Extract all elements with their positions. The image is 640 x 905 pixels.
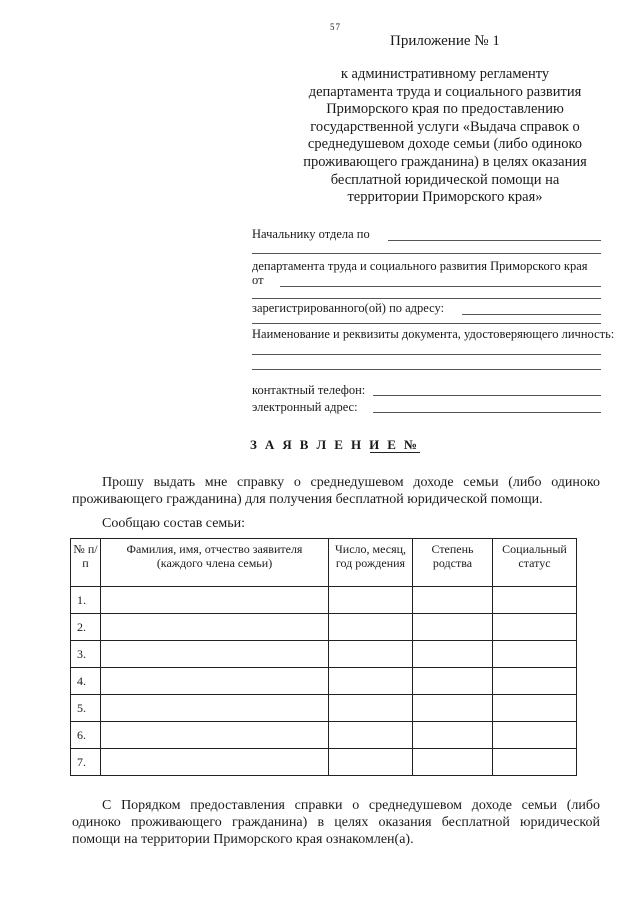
statement-heading: З А Я В Л Е Н И Е № — [250, 437, 420, 452]
social-status-cell[interactable] — [493, 641, 577, 668]
address-line-2[interactable] — [252, 323, 601, 324]
full-name-cell[interactable] — [101, 695, 329, 722]
column-header-relationship: Степень родства — [413, 539, 493, 587]
head-of-department-label: Начальнику отдела по — [252, 227, 370, 241]
birth-date-cell[interactable] — [329, 695, 413, 722]
relationship-cell[interactable] — [413, 587, 493, 614]
birth-date-cell[interactable] — [329, 668, 413, 695]
page-number-mark: 57 — [330, 22, 341, 32]
social-status-cell[interactable] — [493, 668, 577, 695]
social-status-cell[interactable] — [493, 614, 577, 641]
social-status-cell[interactable] — [493, 695, 577, 722]
appendix-line: Приморского края по предоставлению — [326, 101, 564, 118]
social-status-cell[interactable] — [493, 749, 577, 776]
acknowledgement-paragraph: С Порядком предоставления справки о среднедушевом доходе семьи (либо одиноко проживающего гражданина) в целях оказания бесплатной юридической помощи на территории Приморского края ознакомлен(а). — [72, 798, 600, 847]
column-header-social-status: Социальный статус — [493, 539, 577, 587]
social-status-cell[interactable] — [493, 587, 577, 614]
applicant-name-line[interactable] — [280, 286, 601, 287]
email-label: электронный адрес: — [252, 400, 358, 414]
relationship-cell[interactable] — [413, 668, 493, 695]
appendix-title: Приложение № 1 — [390, 33, 500, 49]
full-name-cell[interactable] — [101, 722, 329, 749]
table-row — [71, 614, 577, 641]
request-paragraph: Прошу выдать мне справку о среднедушевом доходе семьи (либо одиноко проживающего гражданина) для получения бесплатной юридической помощи. — [72, 475, 600, 507]
statement-number-line[interactable] — [370, 452, 420, 453]
birth-date-cell[interactable] — [329, 749, 413, 776]
row-number: 2. — [71, 614, 101, 641]
phone-line[interactable] — [373, 395, 601, 396]
birth-date-cell[interactable] — [329, 722, 413, 749]
family-intro: Сообщаю состав семьи: — [102, 516, 246, 531]
applicant-name-line-2[interactable] — [252, 298, 601, 299]
identity-document-label: Наименование и реквизиты документа, удостоверяющего личность: — [252, 327, 615, 341]
relationship-cell[interactable] — [413, 614, 493, 641]
column-header-birth-date: Число, месяц, год рождения — [329, 539, 413, 587]
birth-date-cell[interactable] — [329, 587, 413, 614]
row-number: 3. — [71, 641, 101, 668]
relationship-cell[interactable] — [413, 641, 493, 668]
appendix-line: среднедушевом доходе семьи (либо одиноко — [307, 136, 583, 153]
relationship-cell[interactable] — [413, 722, 493, 749]
row-number: 5. — [71, 695, 101, 722]
email-line[interactable] — [373, 412, 601, 413]
address-label: зарегистрированного(ой) по адресу: — [252, 301, 445, 315]
row-number: 1. — [71, 587, 101, 614]
social-status-cell[interactable] — [493, 722, 577, 749]
appendix-line: бесплатной юридической помощи на — [330, 171, 560, 188]
table-row — [71, 749, 577, 776]
phone-label: контактный телефон: — [252, 383, 366, 397]
relationship-cell[interactable] — [413, 749, 493, 776]
relationship-cell[interactable] — [413, 695, 493, 722]
head-of-department-line[interactable] — [388, 240, 601, 241]
row-number: 4. — [71, 668, 101, 695]
appendix-description — [290, 66, 600, 207]
row-number: 7. — [71, 749, 101, 776]
birth-date-cell[interactable] — [329, 614, 413, 641]
table-row — [71, 722, 577, 749]
table-header-row — [71, 539, 577, 587]
appendix-line: государственной услуги «Выдача справок о — [310, 118, 580, 135]
identity-document-line-2[interactable] — [252, 369, 601, 370]
department-label: департамента труда и социального развития Приморского края — [252, 259, 588, 273]
full-name-cell[interactable] — [101, 668, 329, 695]
table-row — [71, 641, 577, 668]
appendix-line: территории Приморского края» — [347, 189, 543, 206]
family-composition-table — [70, 538, 577, 776]
address-line[interactable] — [462, 314, 601, 315]
birth-date-cell[interactable] — [329, 641, 413, 668]
full-name-cell[interactable] — [101, 614, 329, 641]
full-name-cell[interactable] — [101, 641, 329, 668]
column-header-number: № п/п — [71, 539, 101, 587]
appendix-line: департамента труда и социального развития — [308, 83, 582, 100]
department-line[interactable] — [252, 253, 601, 254]
identity-document-line[interactable] — [252, 354, 601, 355]
table-row — [71, 695, 577, 722]
table-row — [71, 587, 577, 614]
full-name-cell[interactable] — [101, 587, 329, 614]
appendix-line: к административному регламенту — [340, 66, 550, 82]
column-header-full-name: Фамилия, имя, отчество заявителя (каждого члена семьи) — [101, 539, 329, 587]
table-row — [71, 668, 577, 695]
full-name-cell[interactable] — [101, 749, 329, 776]
appendix-line: проживающего гражданина) в целях оказания — [303, 153, 587, 170]
from-label: от — [252, 273, 264, 287]
row-number: 6. — [71, 722, 101, 749]
